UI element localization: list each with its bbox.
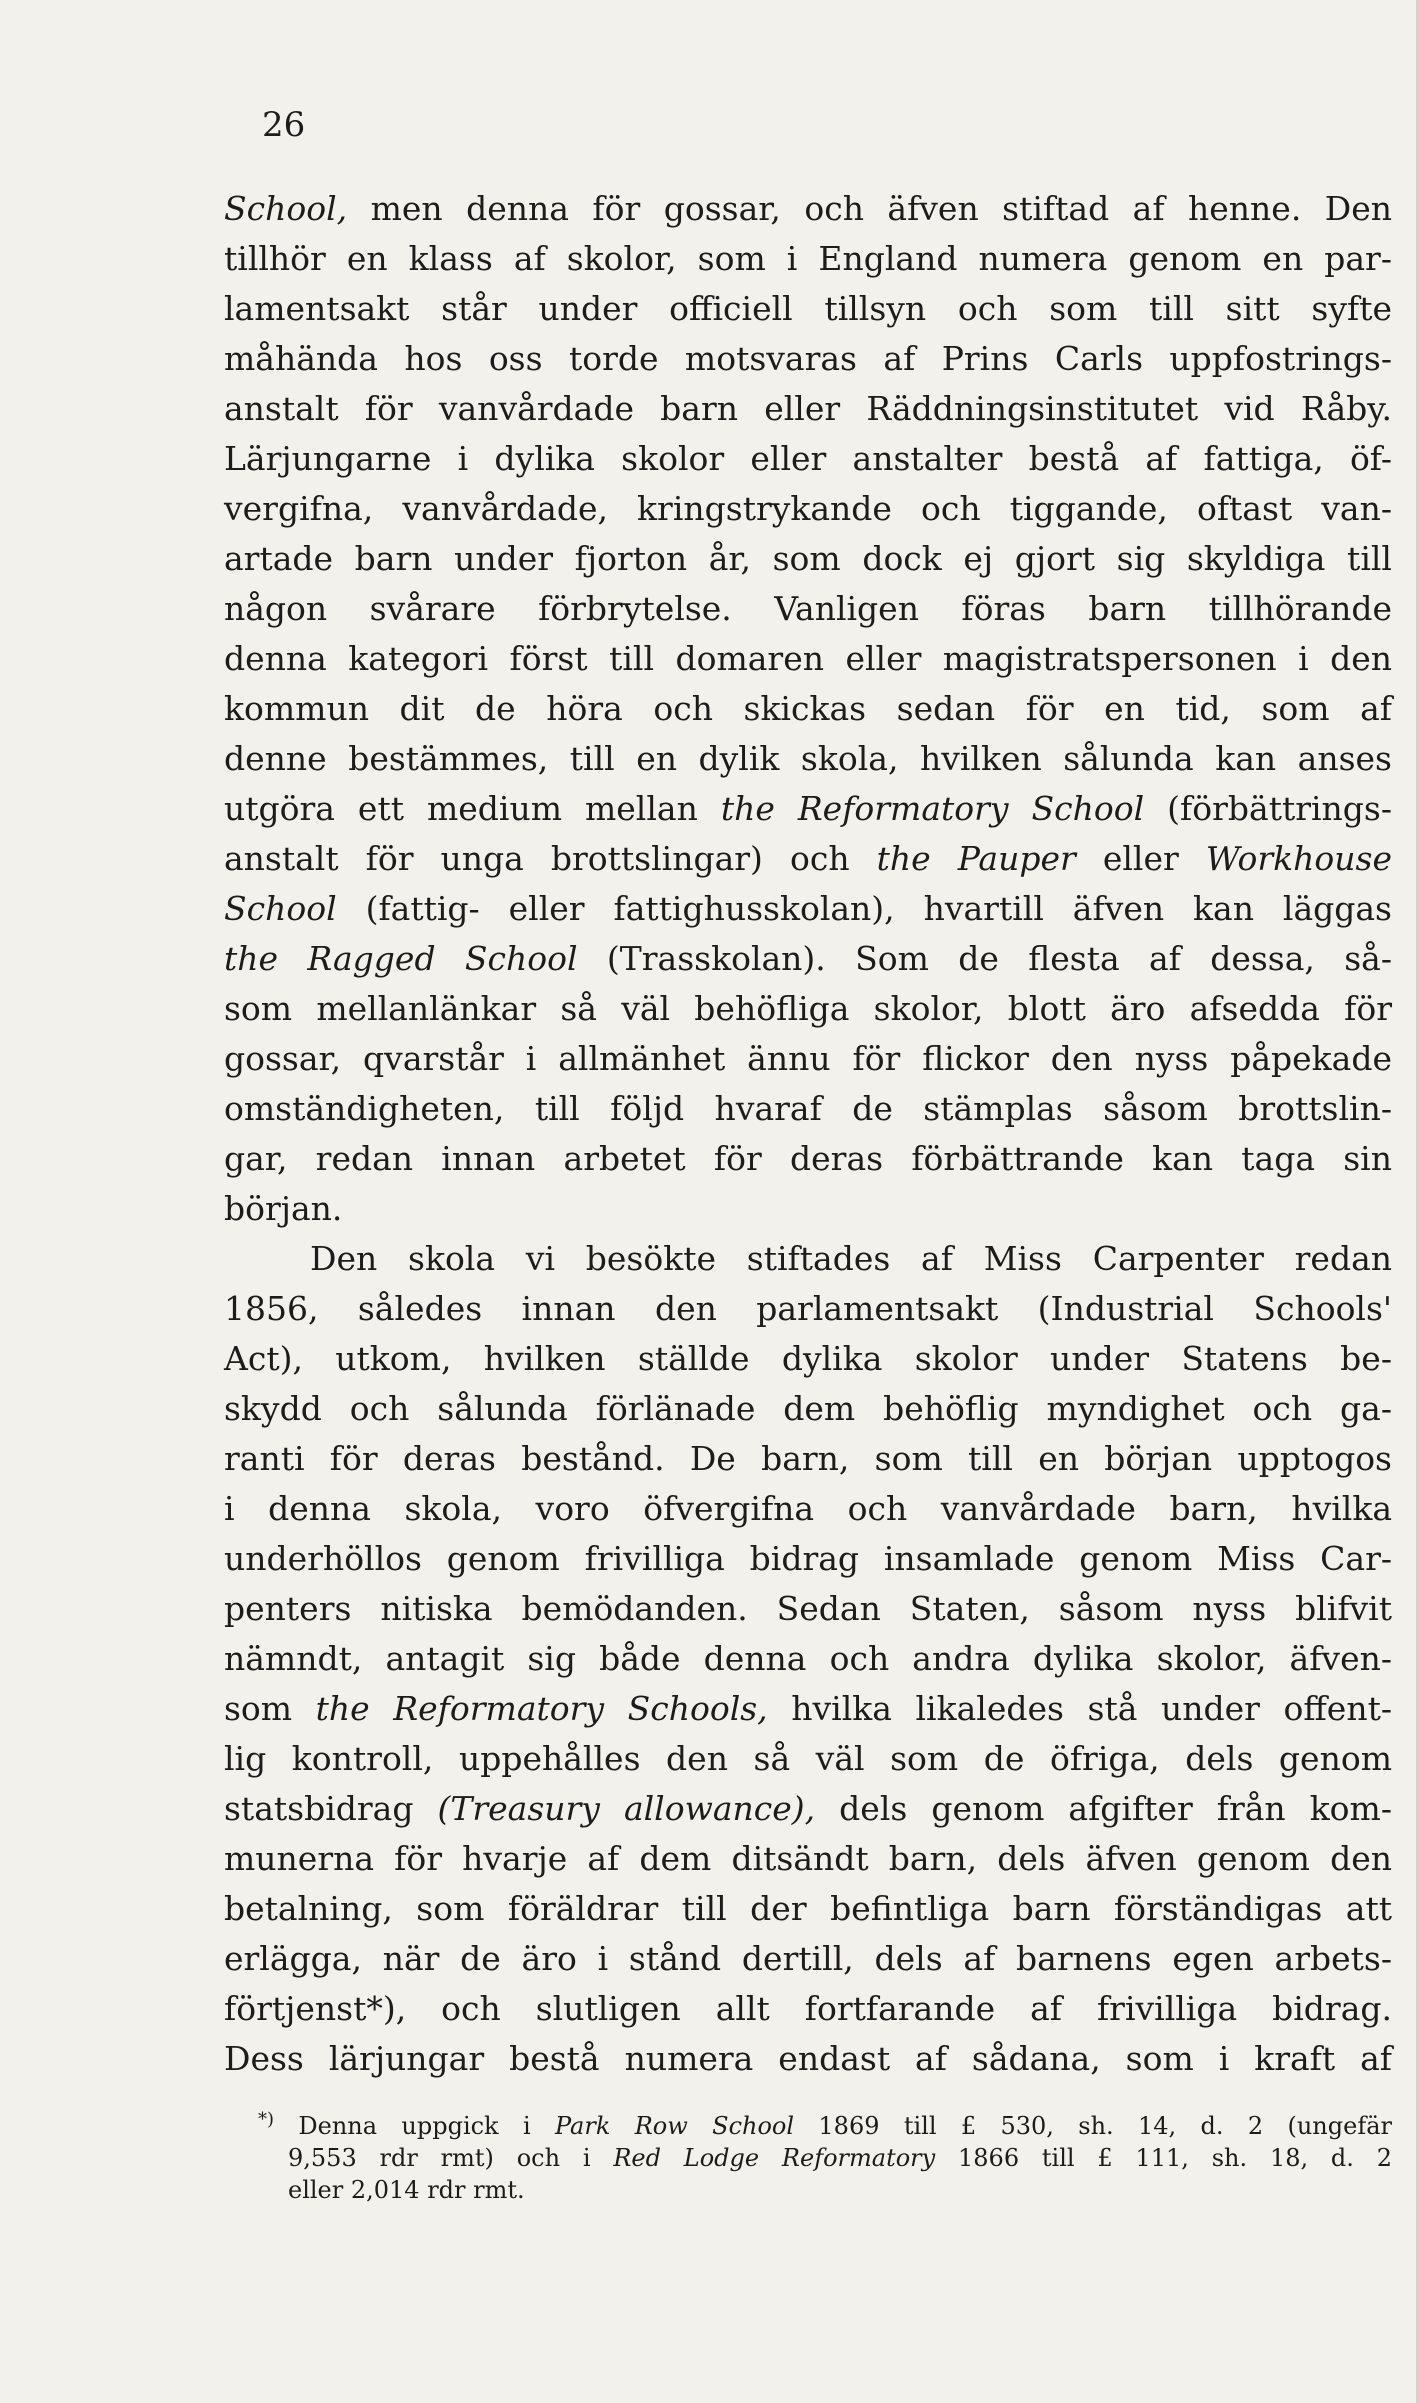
text-run: (fattig- eller fattighusskolan), hvartill äfven kan läggas: [336, 889, 1392, 928]
text-line: [224, 1884, 1392, 1934]
text-line: [224, 1134, 1392, 1184]
text-line: [224, 1434, 1392, 1484]
text-run: vergifna, vanvårdade, kringstrykande och tiggande, oftast van-: [224, 489, 1392, 528]
text-run: eller: [1075, 839, 1206, 878]
text-run: Act), utkom, hvilken ställde dylika skolor under Statens be-: [224, 1339, 1392, 1378]
text-line: [224, 884, 1392, 934]
text-run: underhöllos genom frivilliga bidrag insamlade genom Miss Car-: [224, 1539, 1392, 1578]
body-text: [224, 184, 1392, 2084]
page-number: 26: [262, 105, 306, 145]
text-run: som: [224, 1689, 316, 1728]
text-line: [224, 834, 1392, 884]
text-run: gar, redan innan arbetet för deras förbättrande kan taga sin: [224, 1139, 1392, 1178]
text-run: erlägga, när de äro i stånd dertill, dels af barnens egen arbets-: [224, 1939, 1392, 1978]
italic-text: the Reformatory School: [720, 789, 1145, 828]
text-line: [224, 1634, 1392, 1684]
text-run: lamentsakt står under officiell tillsyn och som till sitt syfte: [224, 289, 1392, 328]
italic-text: Workhouse: [1205, 839, 1392, 878]
text-run: Den skola vi besökte stiftades af Miss Carpenter redan: [310, 1239, 1392, 1278]
footnote-line: [258, 2174, 1392, 2206]
footnote-line: [258, 2142, 1392, 2174]
text-line: [224, 1284, 1392, 1334]
text-run: denne bestämmes, till en dylik skola, hvilken sålunda kan anses: [224, 739, 1392, 778]
text-run: eller 2,014 rdr rmt.: [288, 2176, 525, 2204]
text-line: [224, 534, 1392, 584]
text-line: [224, 234, 1392, 284]
text-run: artade barn under fjorton år, som dock ej gjort sig skyldiga till: [224, 539, 1392, 578]
text-run: men denna för gossar, och äfven stiftad af henne. Den: [347, 189, 1392, 228]
text-run: (förbättrings-: [1144, 789, 1393, 828]
text-line: [224, 1584, 1392, 1634]
text-run: Dess lärjungar bestå numera endast af sådana, som i kraft af: [224, 2039, 1392, 2078]
italic-text: Park Row School: [554, 2112, 795, 2140]
text-line: [224, 1934, 1392, 1984]
text-line: [224, 2034, 1392, 2084]
text-line: [224, 1334, 1392, 1384]
italic-text: the Reformatory Schools,: [315, 1689, 768, 1728]
footnote-marker: *): [258, 2109, 275, 2130]
text-run: dels genom afgifter från kom-: [815, 1789, 1392, 1828]
text-run: 1869 till £ 530, sh. 14, d. 2 (ungefär: [794, 2112, 1392, 2140]
text-run: Lärjungarne i dylika skolor eller anstalter bestå af fattiga, öf-: [224, 439, 1392, 478]
text-line: [224, 1034, 1392, 1084]
text-run: som mellanlänkar så väl behöfliga skolor, blott äro afsedda för: [224, 989, 1392, 1028]
text-run: ranti för deras bestånd. De barn, som till en början upptogos: [224, 1439, 1392, 1478]
text-run: gossar, qvarstår i allmänhet ännu för flickor den nyss påpekade: [224, 1039, 1392, 1078]
text-line: [224, 784, 1392, 834]
text-run: penters nitiska bemödanden. Sedan Staten, såsom nyss blifvit: [224, 1589, 1392, 1628]
text-run: anstalt för vanvårdade barn eller Räddningsinstitutet vid Råby.: [224, 389, 1392, 428]
text-line: [224, 934, 1392, 984]
italic-text: (Treasury allowance),: [437, 1789, 816, 1828]
text-run: tillhör en klass af skolor, som i England numera genom en par-: [224, 239, 1392, 278]
text-run: utgöra ett medium mellan: [224, 789, 721, 828]
text-line: [224, 1734, 1392, 1784]
text-run: måhända hos oss torde motsvaras af Prins Carls uppfostrings-: [224, 339, 1392, 378]
text-run: början.: [224, 1189, 343, 1228]
text-line: [224, 1684, 1392, 1734]
footnote-line: [258, 2110, 1392, 2142]
text-run: statsbidrag: [224, 1789, 438, 1828]
text-run: Denna uppgick i: [274, 2112, 555, 2140]
italic-text: the Ragged School: [224, 939, 578, 978]
text-line: [224, 634, 1392, 684]
text-line: [224, 434, 1392, 484]
text-line: [224, 1234, 1392, 1284]
text-run: kommun dit de höra och skickas sedan för en tid, som af: [224, 689, 1392, 728]
text-line: [224, 1184, 1392, 1234]
text-run: (Trasskolan). Som de flesta af dessa, så-: [577, 939, 1392, 978]
text-line: [224, 1384, 1392, 1434]
text-line: [224, 384, 1392, 434]
italic-text: the Pauper: [876, 839, 1076, 878]
text-line: [224, 584, 1392, 634]
text-run: 9,553 rdr rmt) och i: [288, 2144, 614, 2172]
text-run: nämndt, antagit sig både denna och andra dylika skolor, äfven-: [224, 1639, 1392, 1678]
text-line: [224, 284, 1392, 334]
text-line: [224, 334, 1392, 384]
text-line: [224, 184, 1392, 234]
text-run: munerna för hvarje af dem ditsändt barn, dels äfven genom den: [224, 1839, 1392, 1878]
text-run: förtjenst*), och slutligen allt fortfarande af frivilliga bidrag.: [224, 1989, 1392, 2028]
italic-text: School,: [224, 189, 348, 228]
text-run: hvilka likaledes stå under offent-: [767, 1689, 1392, 1728]
text-line: [224, 1984, 1392, 2034]
text-run: 1866 till £ 111, sh. 18, d. 2: [935, 2144, 1392, 2172]
text-line: [224, 684, 1392, 734]
italic-text: School: [224, 889, 337, 928]
text-line: [224, 1784, 1392, 1834]
text-run: någon svårare förbrytelse. Vanligen föras barn tillhörande: [224, 589, 1392, 628]
text-run: betalning, som föräldrar till der befintliga barn förständigas att: [224, 1889, 1392, 1928]
text-line: [224, 1084, 1392, 1134]
text-run: lig kontroll, uppehålles den så väl som de öfriga, dels genom: [224, 1739, 1392, 1778]
text-run: anstalt för unga brottslingar) och: [224, 839, 877, 878]
footnote: [258, 2110, 1392, 2206]
text-line: [224, 1834, 1392, 1884]
text-run: denna kategori först till domaren eller magistratspersonen i den: [224, 639, 1392, 678]
italic-text: Red Lodge Reformatory: [613, 2144, 936, 2172]
text-line: [224, 1534, 1392, 1584]
text-line: [224, 734, 1392, 784]
text-run: omständigheten, till följd hvaraf de stämplas såsom brottslin-: [224, 1089, 1392, 1128]
text-line: [224, 984, 1392, 1034]
text-line: [224, 1484, 1392, 1534]
text-run: 1856, således innan den parlamentsakt (Industrial Schools': [224, 1289, 1392, 1328]
text-run: skydd och sålunda förlänade dem behöflig myndighet och ga-: [224, 1389, 1392, 1428]
text-line: [224, 484, 1392, 534]
text-run: i denna skola, voro öfvergifna och vanvårdade barn, hvilka: [224, 1489, 1392, 1528]
